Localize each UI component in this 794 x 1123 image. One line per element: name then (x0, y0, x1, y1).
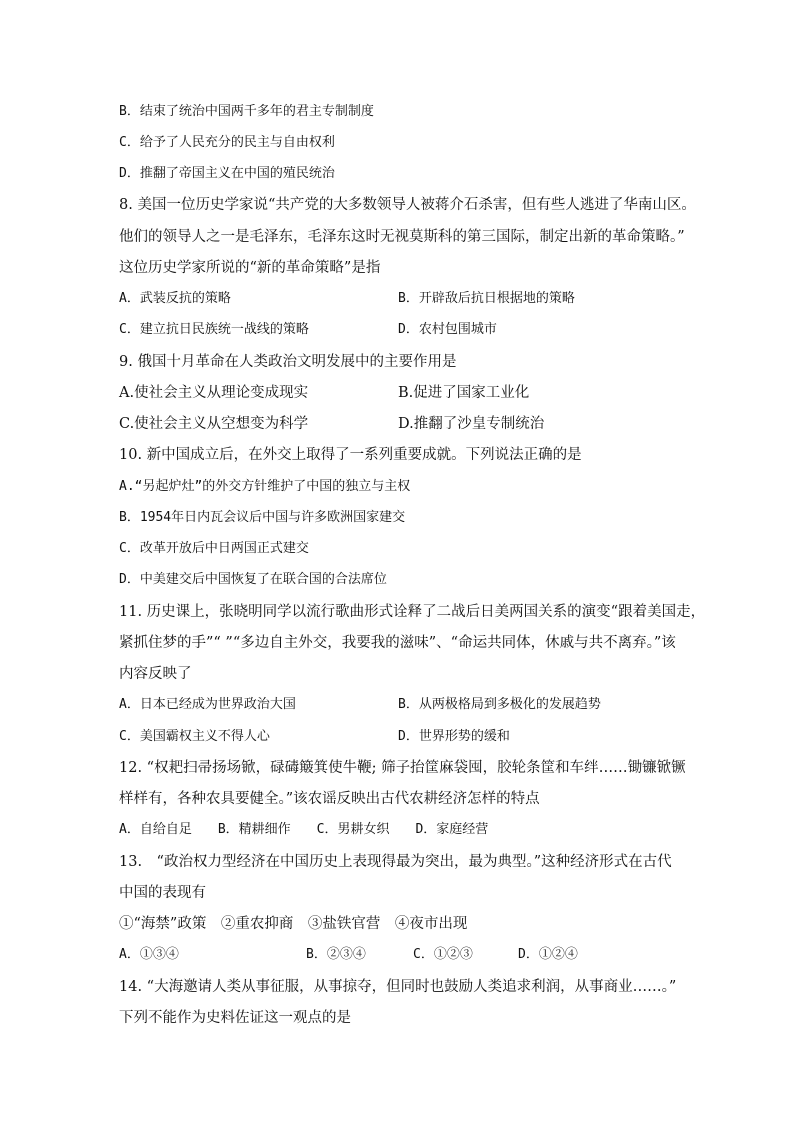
q14-stem-line2: 下列不能作为史料佐证这一观点的是 (119, 1010, 351, 1026)
q10-option-a: A.“另起炉灶”的外交方针维护了中国的独立与主权 (119, 479, 411, 494)
q11-option-c: C．美国霸权主义不得人心 (119, 729, 270, 744)
q8-stem-line1: 8. 美国一位历史学家说“共产党的大多数领导人被蒋介石杀害，但有些人逃进了华南山区。 (119, 197, 696, 213)
q11-option-a: A．日本已经成为世界政治大国 (119, 697, 296, 712)
q12-options: A．自给自足 B．精耕细作 C．男耕女织 D．家庭经营 (119, 822, 489, 837)
q12-stem-line2: 样样有，各种农具要健全。”该农谣反映出古代农耕经济怎样的特点 (119, 791, 540, 807)
q9-stem: 9. 俄国十月革命在人类政治文明发展中的主要作用是 (119, 354, 457, 370)
q8-stem-line2: 他们的领导人之一是毛泽东，毛泽东这时无视莫斯科的第三国际，制定出新的革命策略。” (119, 229, 685, 245)
q9-option-d: D.推翻了沙皇专制统治 (398, 416, 545, 432)
q8-option-c: C．建立抗日民族统一战线的策略 (119, 322, 309, 337)
q10-option-c: C．改革开放后中日两国正式建交 (119, 541, 309, 556)
q7-option-b: B．结束了统治中国两千多年的君主专制制度 (119, 104, 374, 119)
q10-stem: 10. 新中国成立后，在外交上取得了一系列重要成就。下列说法正确的是 (119, 447, 582, 463)
q11-option-b: B．从两极格局到多极化的发展趋势 (398, 697, 601, 712)
q9-option-b: B.促进了国家工业化 (398, 385, 530, 401)
q8-option-a: A．武装反抗的策略 (119, 291, 231, 306)
q13-option-a: A．①③④ (119, 947, 179, 962)
q12-stem-line1: 12. “权耙扫帚扬场锨，碌碡簸箕使牛鞭; 筛子抬筐麻袋囤，胶轮条筐和车绊……锄镰锨镢 (119, 760, 686, 776)
q11-stem-line3: 内容反映了 (119, 666, 192, 682)
q11-option-d: D．世界形势的缓和 (398, 729, 510, 744)
q11-stem-line2: 紧抓住梦的手”“ ”“多边自主外交，我要我的滋味”、“命运共同体，休戚与共不离弃。”该 (119, 635, 676, 651)
q11-stem-line1: 11. 历史课上，张晓明同学以流行歌曲形式诠释了二战后日美两国关系的演变“跟着美国走， (119, 604, 706, 620)
q13-stem-line2: 中国的表现有 (119, 885, 206, 901)
q10-option-d: D．中美建交后中国恢复了在联合国的合法席位 (119, 572, 387, 587)
q7-option-d: D．推翻了帝国主义在中国的殖民统治 (119, 166, 335, 181)
q8-option-b: B．开辟敌后抗日根据地的策略 (398, 291, 575, 306)
q14-stem-line1: 14. “大海邀请人类从事征服，从事掠夺，但同时也鼓励人类追求利润，从事商业……。” (119, 979, 677, 995)
q13-option-d: D．①②④ (518, 947, 578, 962)
q8-option-d: D．农村包围城市 (398, 322, 497, 337)
q9-option-a: A.使社会主义从理论变成现实 (119, 385, 309, 401)
q10-option-b: B．1954年日内瓦会议后中国与许多欧洲国家建交 (119, 510, 406, 525)
q8-stem-line3: 这位历史学家所说的“新的革命策略”是指 (119, 260, 381, 276)
q13-items: ①“海禁”政策 ②重农抑商 ③盐铁官营 ④夜市出现 (119, 916, 468, 932)
q13-stem-line1: 13. “政治权力型经济在中国历史上表现得最为突出，最为典型。”这种经济形式在古代 (119, 854, 672, 870)
q13-option-b: B．②③④ (306, 947, 366, 962)
q9-option-c: C.使社会主义从空想变为科学 (119, 416, 309, 432)
q7-option-c: C．给予了人民充分的民主与自由权利 (119, 135, 335, 150)
q13-option-c: C．①②③ (413, 947, 473, 962)
